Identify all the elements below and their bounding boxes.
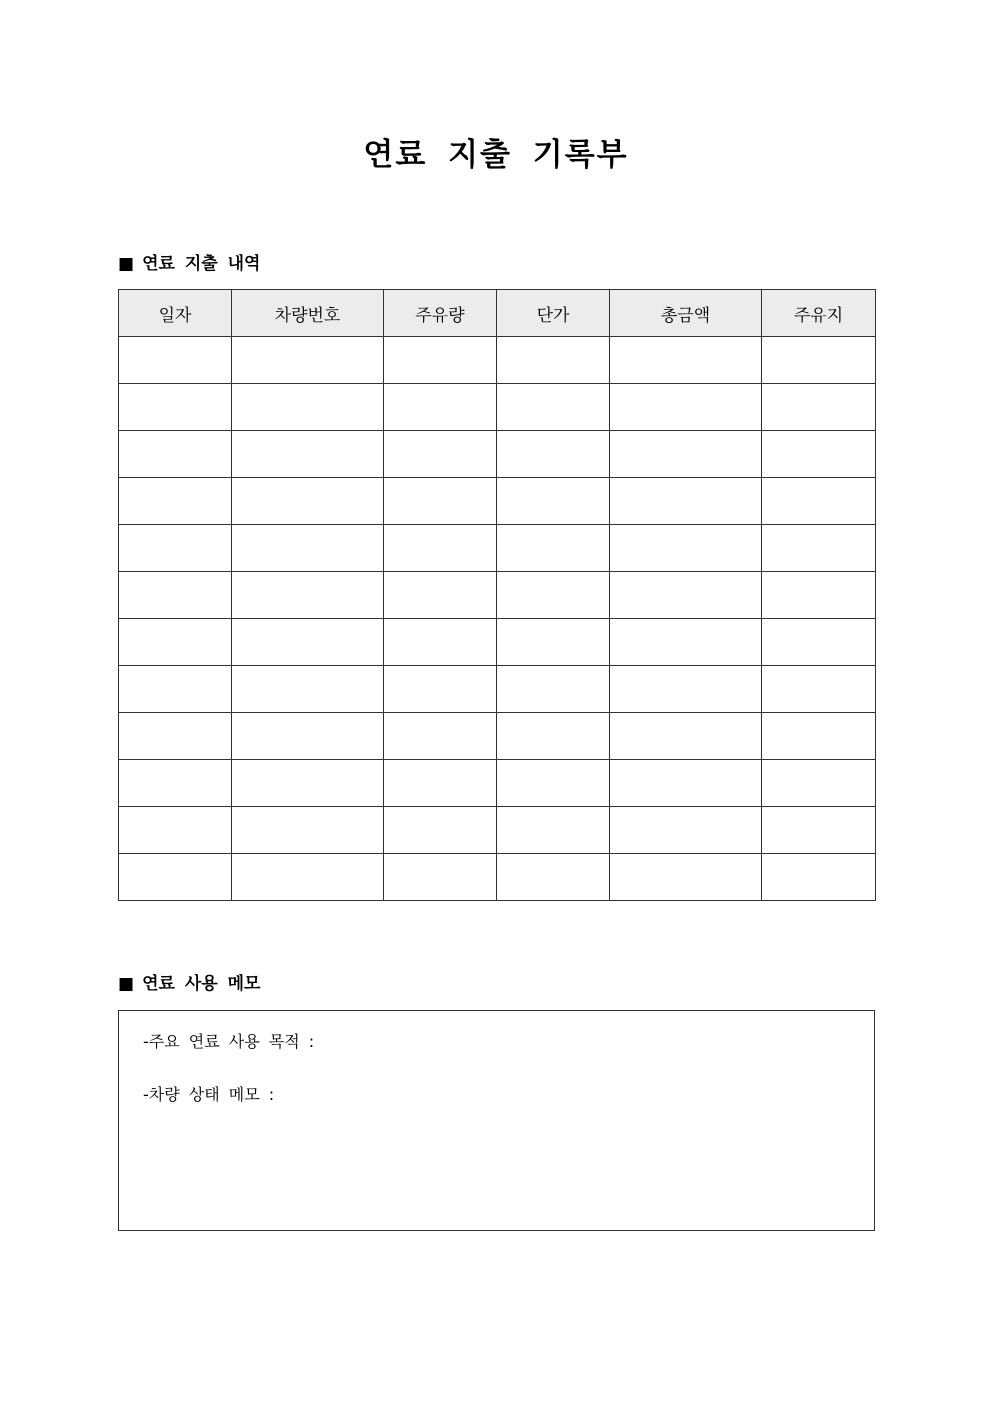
table-cell[interactable] <box>497 478 610 525</box>
table-cell[interactable] <box>762 854 876 901</box>
table-cell[interactable] <box>384 572 497 619</box>
table-cell[interactable] <box>610 384 762 431</box>
table-cell[interactable] <box>384 666 497 713</box>
table-row <box>119 525 876 572</box>
table-cell[interactable] <box>232 525 384 572</box>
table-cell[interactable] <box>762 431 876 478</box>
square-bullet-icon: ■ <box>118 974 135 994</box>
table-cell[interactable] <box>610 572 762 619</box>
table-cell[interactable] <box>497 431 610 478</box>
memo-section-heading <box>118 972 260 996</box>
table-cell[interactable] <box>497 384 610 431</box>
table-cell[interactable] <box>610 713 762 760</box>
table-row <box>119 619 876 666</box>
column-header-vehicle-number: 차량번호 <box>232 290 384 337</box>
column-header-total-amount: 총금액 <box>610 290 762 337</box>
table-row <box>119 478 876 525</box>
table-cell[interactable] <box>610 478 762 525</box>
table-cell[interactable] <box>119 478 232 525</box>
table-cell[interactable] <box>497 572 610 619</box>
table-cell[interactable] <box>762 525 876 572</box>
table-cell[interactable] <box>384 854 497 901</box>
table-cell[interactable] <box>384 807 497 854</box>
table-cell[interactable] <box>610 337 762 384</box>
table-cell[interactable] <box>762 384 876 431</box>
table-row <box>119 337 876 384</box>
table-row <box>119 713 876 760</box>
expense-section-heading <box>118 252 260 276</box>
table-cell[interactable] <box>384 713 497 760</box>
table-cell[interactable] <box>232 713 384 760</box>
table-cell[interactable] <box>497 807 610 854</box>
table-cell[interactable] <box>762 713 876 760</box>
table-cell[interactable] <box>497 337 610 384</box>
table-row <box>119 807 876 854</box>
table-cell[interactable] <box>384 619 497 666</box>
table-cell[interactable] <box>762 619 876 666</box>
table-row <box>119 760 876 807</box>
table-cell[interactable] <box>610 619 762 666</box>
fuel-expense-table <box>118 289 876 901</box>
table-cell[interactable] <box>497 854 610 901</box>
table-cell[interactable] <box>610 431 762 478</box>
table-cell[interactable] <box>232 760 384 807</box>
table-row <box>119 666 876 713</box>
table-cell[interactable] <box>119 525 232 572</box>
table-cell[interactable] <box>384 478 497 525</box>
table-row <box>119 384 876 431</box>
table-cell[interactable] <box>232 572 384 619</box>
expense-section-title: 연료 지출 내역 <box>142 254 261 274</box>
table-cell[interactable] <box>497 525 610 572</box>
table-cell[interactable] <box>384 431 497 478</box>
table-header-row <box>119 290 876 337</box>
table-cell[interactable] <box>232 807 384 854</box>
memo-section-title: 연료 사용 메모 <box>142 974 261 994</box>
memo-box[interactable] <box>118 1010 875 1231</box>
table-cell[interactable] <box>119 431 232 478</box>
memo-vehicle-status-label: -차량 상태 메모 : <box>143 1085 275 1104</box>
column-header-fuel-amount: 주유량 <box>384 290 497 337</box>
table-cell[interactable] <box>119 854 232 901</box>
table-cell[interactable] <box>119 666 232 713</box>
table-cell[interactable] <box>762 337 876 384</box>
table-cell[interactable] <box>762 572 876 619</box>
column-header-unit-price: 단가 <box>497 290 610 337</box>
table-cell[interactable] <box>762 478 876 525</box>
table-cell[interactable] <box>119 760 232 807</box>
table-cell[interactable] <box>232 666 384 713</box>
table-cell[interactable] <box>232 337 384 384</box>
table-cell[interactable] <box>232 619 384 666</box>
table-cell[interactable] <box>119 572 232 619</box>
table-cell[interactable] <box>119 337 232 384</box>
table-cell[interactable] <box>610 760 762 807</box>
table-cell[interactable] <box>384 525 497 572</box>
table-row <box>119 572 876 619</box>
table-cell[interactable] <box>497 713 610 760</box>
page-title: 연료 지출 기록부 <box>363 137 629 173</box>
column-header-date: 일자 <box>119 290 232 337</box>
square-bullet-icon: ■ <box>118 254 135 274</box>
table-cell[interactable] <box>497 619 610 666</box>
table-cell[interactable] <box>497 760 610 807</box>
table-cell[interactable] <box>762 666 876 713</box>
table-cell[interactable] <box>384 384 497 431</box>
table-cell[interactable] <box>610 525 762 572</box>
table-cell[interactable] <box>119 713 232 760</box>
table-cell[interactable] <box>232 384 384 431</box>
table-cell[interactable] <box>232 431 384 478</box>
table-cell[interactable] <box>610 854 762 901</box>
table-cell[interactable] <box>119 619 232 666</box>
table-cell[interactable] <box>762 807 876 854</box>
table-row <box>119 431 876 478</box>
table-cell[interactable] <box>610 807 762 854</box>
table-cell[interactable] <box>119 384 232 431</box>
table-cell[interactable] <box>232 478 384 525</box>
table-cell[interactable] <box>497 666 610 713</box>
table-cell[interactable] <box>610 666 762 713</box>
table-cell[interactable] <box>384 337 497 384</box>
table-cell[interactable] <box>384 760 497 807</box>
column-header-gas-station: 주유지 <box>762 290 876 337</box>
table-cell[interactable] <box>762 760 876 807</box>
table-row <box>119 854 876 901</box>
table-cell[interactable] <box>119 807 232 854</box>
table-cell[interactable] <box>232 854 384 901</box>
memo-usage-purpose-label: -주요 연료 사용 목적 : <box>143 1032 315 1051</box>
